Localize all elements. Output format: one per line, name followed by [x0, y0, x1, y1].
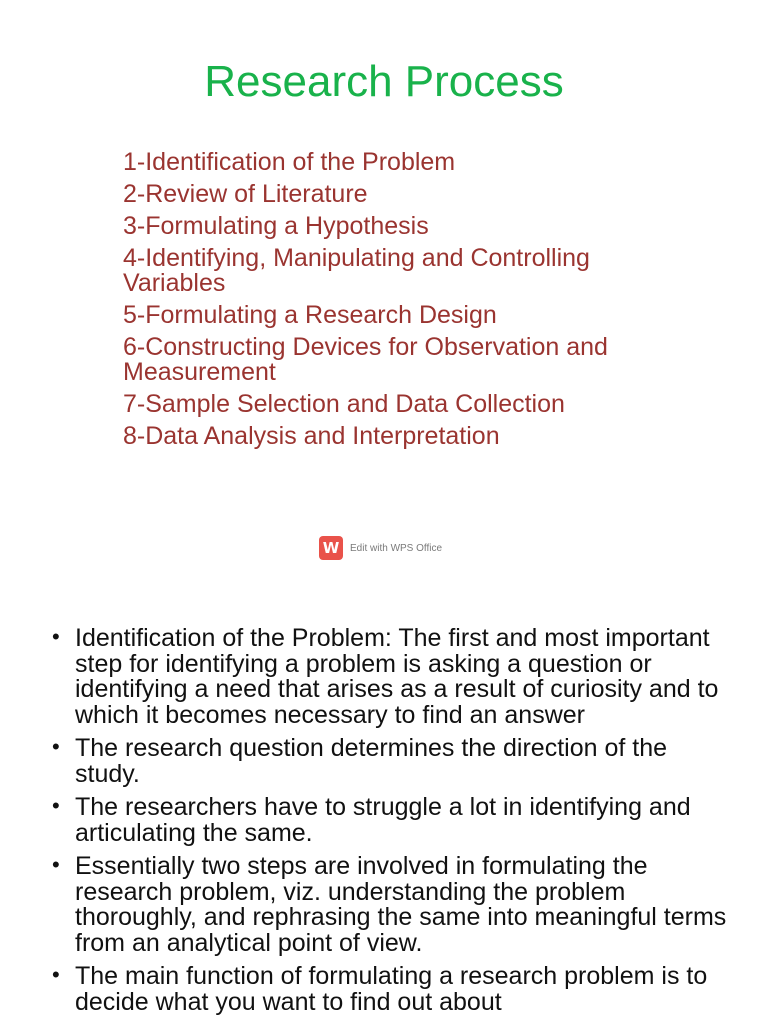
bullet-icon: • [52, 852, 60, 877]
step-item: 4-Identifying, Manipulating and Controlling Variables [123, 244, 590, 297]
bullet-text: The main function of formulating a research problem is to decide what you want to find out about [75, 962, 708, 1016]
bullet-item [52, 626, 732, 728]
problem-bullets-list [52, 626, 732, 1023]
research-steps-list [123, 150, 683, 456]
bullet-icon: • [52, 734, 60, 759]
bullet-icon: • [52, 624, 60, 649]
step-item: 1-Identification of the Problem [123, 148, 456, 176]
bullet-item [52, 736, 732, 787]
bullet-item [52, 964, 732, 1015]
bullet-text: The researchers have to struggle a lot in identifying and articulating the same. [75, 793, 691, 847]
bullet-text: Identification of the Problem: The first and most important step for identifying a problem is asking a question or identifying a need that arises as a result of curiosity and to which it becomes necessary to find an answer [75, 624, 719, 729]
step-item: 3-Formulating a Hypothesis [123, 212, 429, 240]
bullet-text: The research question determines the direction of the study. [75, 734, 668, 788]
step-item: 6-Constructing Devices for Observation and Measurement [123, 333, 608, 386]
bullet-text: Essentially two steps are involved in formulating the research problem, viz. understanding the problem thoroughly, and rephrasing the same into meaningful terms from an analytical point of view. [75, 852, 727, 957]
bullet-icon: • [52, 793, 60, 818]
bullet-item [52, 854, 732, 956]
step-item: 7-Sample Selection and Data Collection [123, 390, 565, 418]
wps-edit-badge[interactable] [319, 536, 442, 560]
step-item: 5-Formulating a Research Design [123, 301, 497, 329]
step-item: 8-Data Analysis and Interpretation [123, 422, 500, 450]
wps-logo-icon: W [319, 536, 343, 560]
wps-edit-label: Edit with WPS Office [350, 542, 443, 554]
bullet-item [52, 795, 732, 846]
step-item: 2-Review of Literature [123, 180, 368, 208]
bullet-icon: • [52, 962, 60, 987]
slide-title: Research Process [204, 57, 564, 106]
